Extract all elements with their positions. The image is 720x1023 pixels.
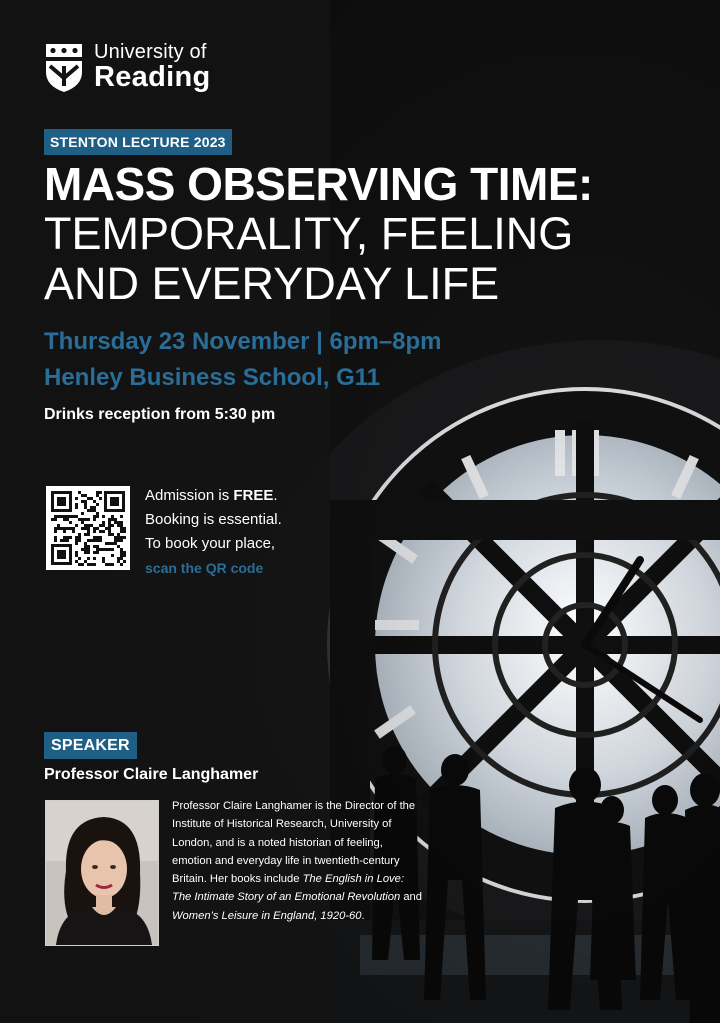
qr-code-icon	[46, 486, 130, 570]
university-name-line1: University of	[94, 41, 207, 63]
admission-free: FREE	[233, 487, 274, 504]
admission-info	[145, 484, 282, 580]
title-line-3: AND EVERYDAY LIFE	[44, 258, 500, 309]
book-title-2: Women’s Leisure in England, 1920-60	[172, 909, 362, 922]
bio-end: .	[361, 909, 365, 922]
bio-and: and	[400, 891, 422, 904]
speaker-portrait	[45, 800, 159, 946]
admission-line-3: To book your place,	[145, 535, 276, 552]
lecture-series-badge: STENTON LECTURE 2023	[44, 129, 232, 155]
book-title-1: The English in Love: The Intimate Story of an Emotional Revolution	[172, 873, 404, 904]
event-date-time: Thursday 23 November | 6pm–8pm	[44, 328, 442, 355]
admission-line-2: Booking is essential.	[145, 511, 282, 528]
admission-prefix: Admission is	[145, 487, 234, 504]
drinks-reception: Drinks reception from 5:30 pm	[44, 406, 276, 423]
admission-line-1	[145, 484, 282, 508]
speaker-name: Professor Claire Langhamer	[44, 766, 259, 783]
speaker-badge: SPEAKER	[44, 732, 137, 759]
admission-suffix: .	[273, 487, 278, 504]
university-name-line2: Reading	[94, 61, 211, 93]
speaker-bio	[172, 797, 422, 925]
title-line-2: TEMPORALITY, FEELING	[44, 208, 574, 259]
booking-qr-code[interactable]	[46, 486, 130, 570]
shield-crest-icon	[44, 42, 84, 94]
scan-qr-link[interactable]: scan the QR code	[145, 560, 264, 576]
event-venue: Henley Business School, G11	[44, 364, 381, 391]
speaker-photo	[46, 801, 158, 945]
university-logo	[44, 42, 211, 94]
bio-text: Professor Claire Langhamer is the Director of the Institute of Historical Research, University of London, and is a noted historian of feeling, emotion and everyday life in twentieth-century Britain. Her books include	[172, 800, 416, 886]
title-line-1: MASS OBSERVING TIME:	[44, 158, 593, 210]
